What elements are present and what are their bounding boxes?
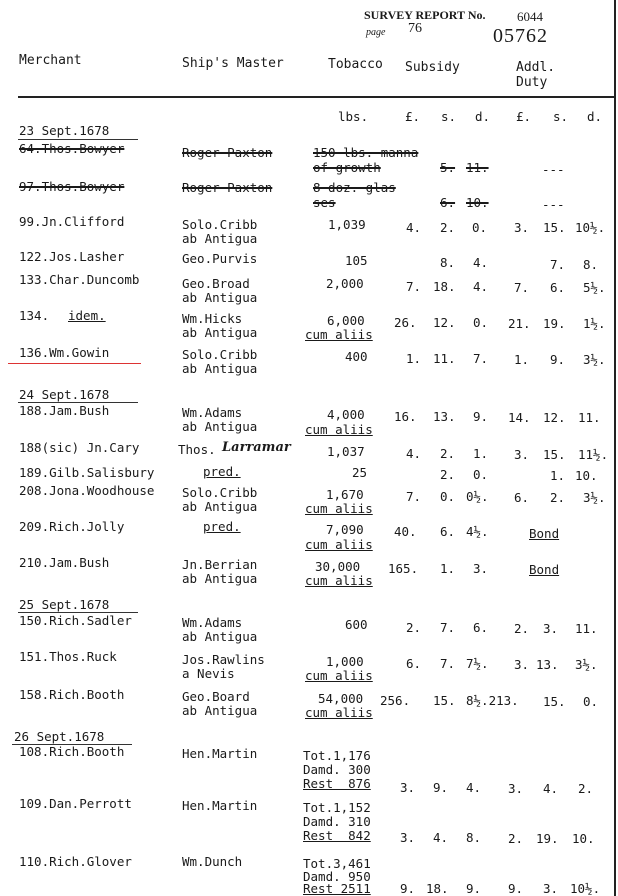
row-tobacco: 25 [352, 465, 368, 480]
row-tobacco: 30,000 [315, 559, 361, 574]
row-addl-s: 6. [550, 280, 566, 295]
row-merchant-idem: idem. [68, 308, 106, 323]
date-underline [18, 139, 138, 140]
row-subsidy-l: 16. [394, 409, 417, 424]
row-addl-d: 3½. [583, 490, 606, 505]
row-merchant: 210.Jam.Bush [19, 555, 110, 570]
row-merchant: 108.Rich.Booth [19, 744, 125, 759]
row-merchant: 64.Thos.Bowyer [19, 141, 125, 156]
row-addl-l: 3. [508, 781, 524, 796]
unit-lbs: lbs. [338, 109, 369, 124]
row-addl-d: 11. [575, 621, 598, 636]
unit-addl-pound: £. [516, 109, 532, 124]
row-tobacco: 600 [345, 617, 368, 632]
row-subsidy-s: 6. [440, 524, 456, 539]
row-tobacco-total: Tot.1,152 [303, 800, 371, 815]
row-tobacco: 4,000 [327, 407, 365, 422]
row-master: Geo.Purvis [182, 251, 258, 266]
row-merchant: 150.Rich.Sadler [19, 613, 132, 628]
row-subsidy-l: 4. [406, 446, 422, 461]
row-subsidy-s: 2. [440, 467, 456, 482]
row-subsidy-l: 2. [406, 620, 422, 635]
row-subsidy-l: 9. [400, 881, 416, 896]
unit-pound: £. [405, 109, 421, 124]
row-addl-d: 11. [578, 410, 601, 425]
row-subsidy-s: 7. [440, 620, 456, 635]
row-subsidy-d: 9. [466, 881, 482, 896]
date-heading: 25 Sept.1678 [19, 597, 110, 612]
row-master: Jos.Rawlins [182, 652, 265, 667]
row-tobacco-damaged: Damd. 300 [303, 762, 371, 777]
row-master: Thos. [178, 442, 216, 457]
row-bond: Bond [529, 562, 560, 577]
row-addl-s: 3. [543, 881, 559, 896]
row-merchant: 133.Char.Duncomb [19, 272, 140, 287]
row-tobacco-total: Tot.1,176 [303, 748, 371, 763]
date-heading: 26 Sept.1678 [14, 729, 105, 744]
row-addl-s: 4. [543, 781, 559, 796]
row-subsidy-l: 7. [406, 489, 422, 504]
row-merchant: 109.Dan.Perrott [19, 796, 132, 811]
row-subsidy-s: 7. [440, 656, 456, 671]
col-duty-header: Duty [516, 75, 548, 90]
row-tobacco: 8 doz. glas [313, 180, 396, 195]
date-heading: 23 Sept.1678 [19, 123, 110, 138]
row-subsidy-d: 8½.213. [466, 693, 519, 708]
row-addl-l: 6. [514, 490, 530, 505]
row-merchant: 110.Rich.Glover [19, 854, 132, 869]
row-subsidy-s: 11. [433, 351, 456, 366]
row-subsidy-s: 8. [440, 255, 456, 270]
row-subsidy-s: 12. [433, 315, 456, 330]
row-subsidy-l: 40. [394, 524, 417, 539]
row-master: pred. [203, 464, 241, 479]
row-addl-s: 7. [550, 257, 566, 272]
row-tobacco-cum-aliis: cum aliis [305, 537, 373, 552]
row-tobacco: 1,037 [327, 444, 365, 459]
row-merchant: 158.Rich.Booth [19, 687, 125, 702]
row-master-handwritten: Larramar [222, 440, 291, 455]
row-addl-s: 1. [550, 468, 566, 483]
row-subsidy-d: 7½. [466, 656, 489, 671]
row-subsidy-d: 1. [473, 446, 489, 461]
col-merchant-header: Merchant [19, 53, 82, 68]
row-tobacco: 1,000 [326, 654, 364, 669]
row-addl-l: 2. [514, 621, 530, 636]
row-tobacco: 400 [345, 349, 368, 364]
row-subsidy-d: 0. [473, 315, 489, 330]
row-addl-s: 15. [543, 694, 566, 709]
page-number: 76 [408, 21, 422, 36]
row-merchant: 99.Jn.Clifford [19, 214, 125, 229]
row-addl-d: 10. [575, 468, 598, 483]
row-addl-l: 21. [508, 316, 531, 331]
row-master: pred. [203, 519, 241, 534]
row-subsidy-s: 6. [440, 195, 456, 210]
row-subsidy-s: 0. [440, 489, 456, 504]
row-master: Solo.Cribb [182, 347, 258, 362]
row-subsidy-s: 13. [433, 409, 456, 424]
row-addl-s: 15. [543, 220, 566, 235]
row-addl-s: 12. [543, 410, 566, 425]
date-heading: 24 Sept.1678 [19, 387, 110, 402]
report-title: SURVEY REPORT No. [364, 8, 486, 22]
row-subsidy-d: 4. [473, 279, 489, 294]
row-master: Geo.Board [182, 689, 250, 704]
row-addl-l: 9. [508, 881, 524, 896]
row-subsidy-d: 0½. [466, 489, 489, 504]
row-subsidy-l: 6. [406, 656, 422, 671]
row-merchant: 188(sic) Jn.Cary [19, 440, 140, 455]
row-addl-d: 8. [583, 257, 599, 272]
row-merchant: 122.Jos.Lasher [19, 249, 125, 264]
row-addl-d: 10. [572, 831, 595, 846]
row-master-origin: ab Antigua [182, 629, 258, 644]
row-subsidy-d: 6. [473, 620, 489, 635]
row-subsidy-s: 1. [440, 561, 456, 576]
report-number: 6044 [517, 9, 543, 24]
row-tobacco-cum-aliis: cum aliis [305, 501, 373, 516]
col-master-header: Ship's Master [182, 56, 284, 71]
row-master-origin: ab Antigua [182, 419, 258, 434]
row-merchant: 136.Wm.Gowin [19, 345, 110, 360]
row-addl-l: 7. [514, 280, 530, 295]
row-tobacco-damaged: Damd. 310 [303, 814, 371, 829]
row-subsidy-s: 2. [440, 446, 456, 461]
row-subsidy-d: 0. [472, 220, 488, 235]
row-subsidy-l: 1. [406, 351, 422, 366]
row-tobacco-rest: Rest 2511 [303, 881, 371, 896]
row-subsidy-l: 256. [380, 693, 411, 708]
row-master-origin: ab Antigua [182, 325, 258, 340]
row-tobacco-damaged: Damd. 950 [303, 869, 371, 884]
row-tobacco-cum-aliis: cum aliis [305, 422, 373, 437]
row-master: Wm.Adams [182, 615, 243, 630]
row-subsidy-s: 2. [440, 220, 456, 235]
col-subsidy-header: Subsidy [405, 60, 460, 75]
row-tobacco-2: of growth [313, 160, 381, 175]
row-addl-l: 2. [508, 831, 524, 846]
row-addl-l: 3. [514, 220, 530, 235]
row-addl-s: 19. [543, 316, 566, 331]
row-master: Hen.Martin [182, 746, 258, 761]
header-rule [18, 96, 616, 98]
unit-addl-pence: d. [587, 109, 603, 124]
row-addl-l: 3. [514, 447, 530, 462]
row-addl-l: 14. [508, 410, 531, 425]
row-addl-l: 3. [514, 657, 530, 672]
row-subsidy-l: 3. [400, 830, 416, 845]
row-master-origin: ab Antigua [182, 361, 258, 376]
row-subsidy-l: 4. [406, 220, 422, 235]
row-subsidy-l: 7. [406, 279, 422, 294]
page-right-border [614, 0, 616, 896]
row-master: Roger Paxton [182, 180, 273, 195]
row-tobacco-rest: Rest 876 [303, 776, 371, 791]
row-bond: Bond [529, 526, 560, 541]
row-merchant: 189.Gilb.Salisbury [19, 465, 155, 480]
row-subsidy-d: 11. [466, 160, 489, 175]
unit-shilling: s. [441, 109, 457, 124]
row-tobacco: 2,000 [326, 276, 364, 291]
row-master: Solo.Cribb [182, 485, 258, 500]
row-tobacco: 105 [345, 253, 368, 268]
row-addl-d: 5½. [583, 280, 606, 295]
row-addl: --- [542, 197, 565, 212]
row-tobacco-cum-aliis: cum aliis [305, 705, 373, 720]
page-label: page [366, 27, 386, 38]
row-subsidy-s: 4. [433, 830, 449, 845]
row-addl-d: 1½. [583, 316, 606, 331]
col-tobacco-header: Tobacco [328, 57, 383, 72]
row-subsidy-d: 10. [466, 195, 489, 210]
red-margin-underline [8, 363, 141, 364]
row-tobacco: 1,039 [328, 217, 366, 232]
row-addl-d: 0. [583, 694, 599, 709]
row-master-origin: ab Antigua [182, 571, 258, 586]
row-addl-d: 10½. [570, 881, 601, 896]
row-tobacco-rest: Rest 842 [303, 828, 371, 843]
row-master: Roger Paxton [182, 145, 273, 160]
row-subsidy-d: 4. [473, 255, 489, 270]
row-addl-s: 19. [536, 831, 559, 846]
row-master: Jn.Berrian [182, 557, 258, 572]
row-subsidy-d: 0. [473, 467, 489, 482]
row-master-origin: ab Antigua [182, 290, 258, 305]
row-tobacco: 1,670 [326, 487, 364, 502]
row-addl-d: 10½. [575, 220, 606, 235]
row-merchant: 208.Jona.Woodhouse [19, 483, 155, 498]
row-tobacco-cum-aliis: cum aliis [305, 327, 373, 342]
row-addl-d: 3½. [575, 657, 598, 672]
row-master: Geo.Broad [182, 276, 250, 291]
row-tobacco: 54,000 [318, 691, 364, 706]
row-tobacco-total: Tot.3,461 [303, 856, 371, 871]
row-tobacco-cum-aliis: cum aliis [305, 573, 373, 588]
row-merchant: 97.Thos.Bowyer [19, 179, 125, 194]
row-subsidy-s: 5. [440, 160, 456, 175]
row-addl-s: 2. [550, 490, 566, 505]
row-subsidy-l: 165. [388, 561, 419, 576]
row-subsidy-d: 9. [473, 409, 489, 424]
row-tobacco: 7,090 [326, 522, 364, 537]
row-tobacco-cum-aliis: cum aliis [305, 668, 373, 683]
row-addl-s: 9. [550, 352, 566, 367]
row-master: Wm.Hicks [182, 311, 243, 326]
row-subsidy-l: 26. [394, 315, 417, 330]
row-merchant: 209.Rich.Jolly [19, 519, 125, 534]
row-addl-l: 1. [514, 352, 530, 367]
row-subsidy-d: 4½. [466, 524, 489, 539]
row-addl-s: 3. [543, 621, 559, 636]
row-merchant: 188.Jam.Bush [19, 403, 110, 418]
row-subsidy-d: 3. [473, 561, 489, 576]
row-subsidy-s: 18. [426, 881, 449, 896]
row-master-origin: ab Antigua [182, 231, 258, 246]
unit-addl-shilling: s. [553, 109, 569, 124]
row-master: Wm.Adams [182, 405, 243, 420]
row-master: Wm.Dunch [182, 854, 243, 869]
row-master: Hen.Martin [182, 798, 258, 813]
row-subsidy-s: 9. [433, 780, 449, 795]
row-master-origin: ab Antigua [182, 703, 258, 718]
unit-pence: d. [475, 109, 491, 124]
row-addl-s: 15. [543, 447, 566, 462]
row-tobacco-2: ses [313, 195, 336, 210]
row-master-origin: a Nevis [182, 666, 235, 681]
row-addl: --- [542, 162, 565, 177]
row-addl-d: 11½. [578, 447, 609, 462]
row-addl-s: 13. [536, 657, 559, 672]
row-tobacco: 6,000 [327, 313, 365, 328]
row-subsidy-l: 3. [400, 780, 416, 795]
row-tobacco: 150 lbs. manna [313, 145, 419, 160]
row-subsidy-d: 7. [473, 351, 489, 366]
col-addl-header: Addl. [516, 60, 556, 75]
row-master: Solo.Cribb [182, 217, 258, 232]
row-master-origin: ab Antigua [182, 499, 258, 514]
row-subsidy-d: 8. [466, 830, 482, 845]
row-subsidy-d: 4. [466, 780, 482, 795]
stamp-number: 05762 [493, 25, 548, 47]
row-merchant: 134. [19, 308, 50, 323]
row-subsidy-s: 15. [433, 693, 456, 708]
row-merchant: 151.Thos.Ruck [19, 649, 117, 664]
row-addl-d: 2. [578, 781, 594, 796]
row-subsidy-s: 18. [433, 279, 456, 294]
row-addl-d: 3½. [583, 352, 606, 367]
